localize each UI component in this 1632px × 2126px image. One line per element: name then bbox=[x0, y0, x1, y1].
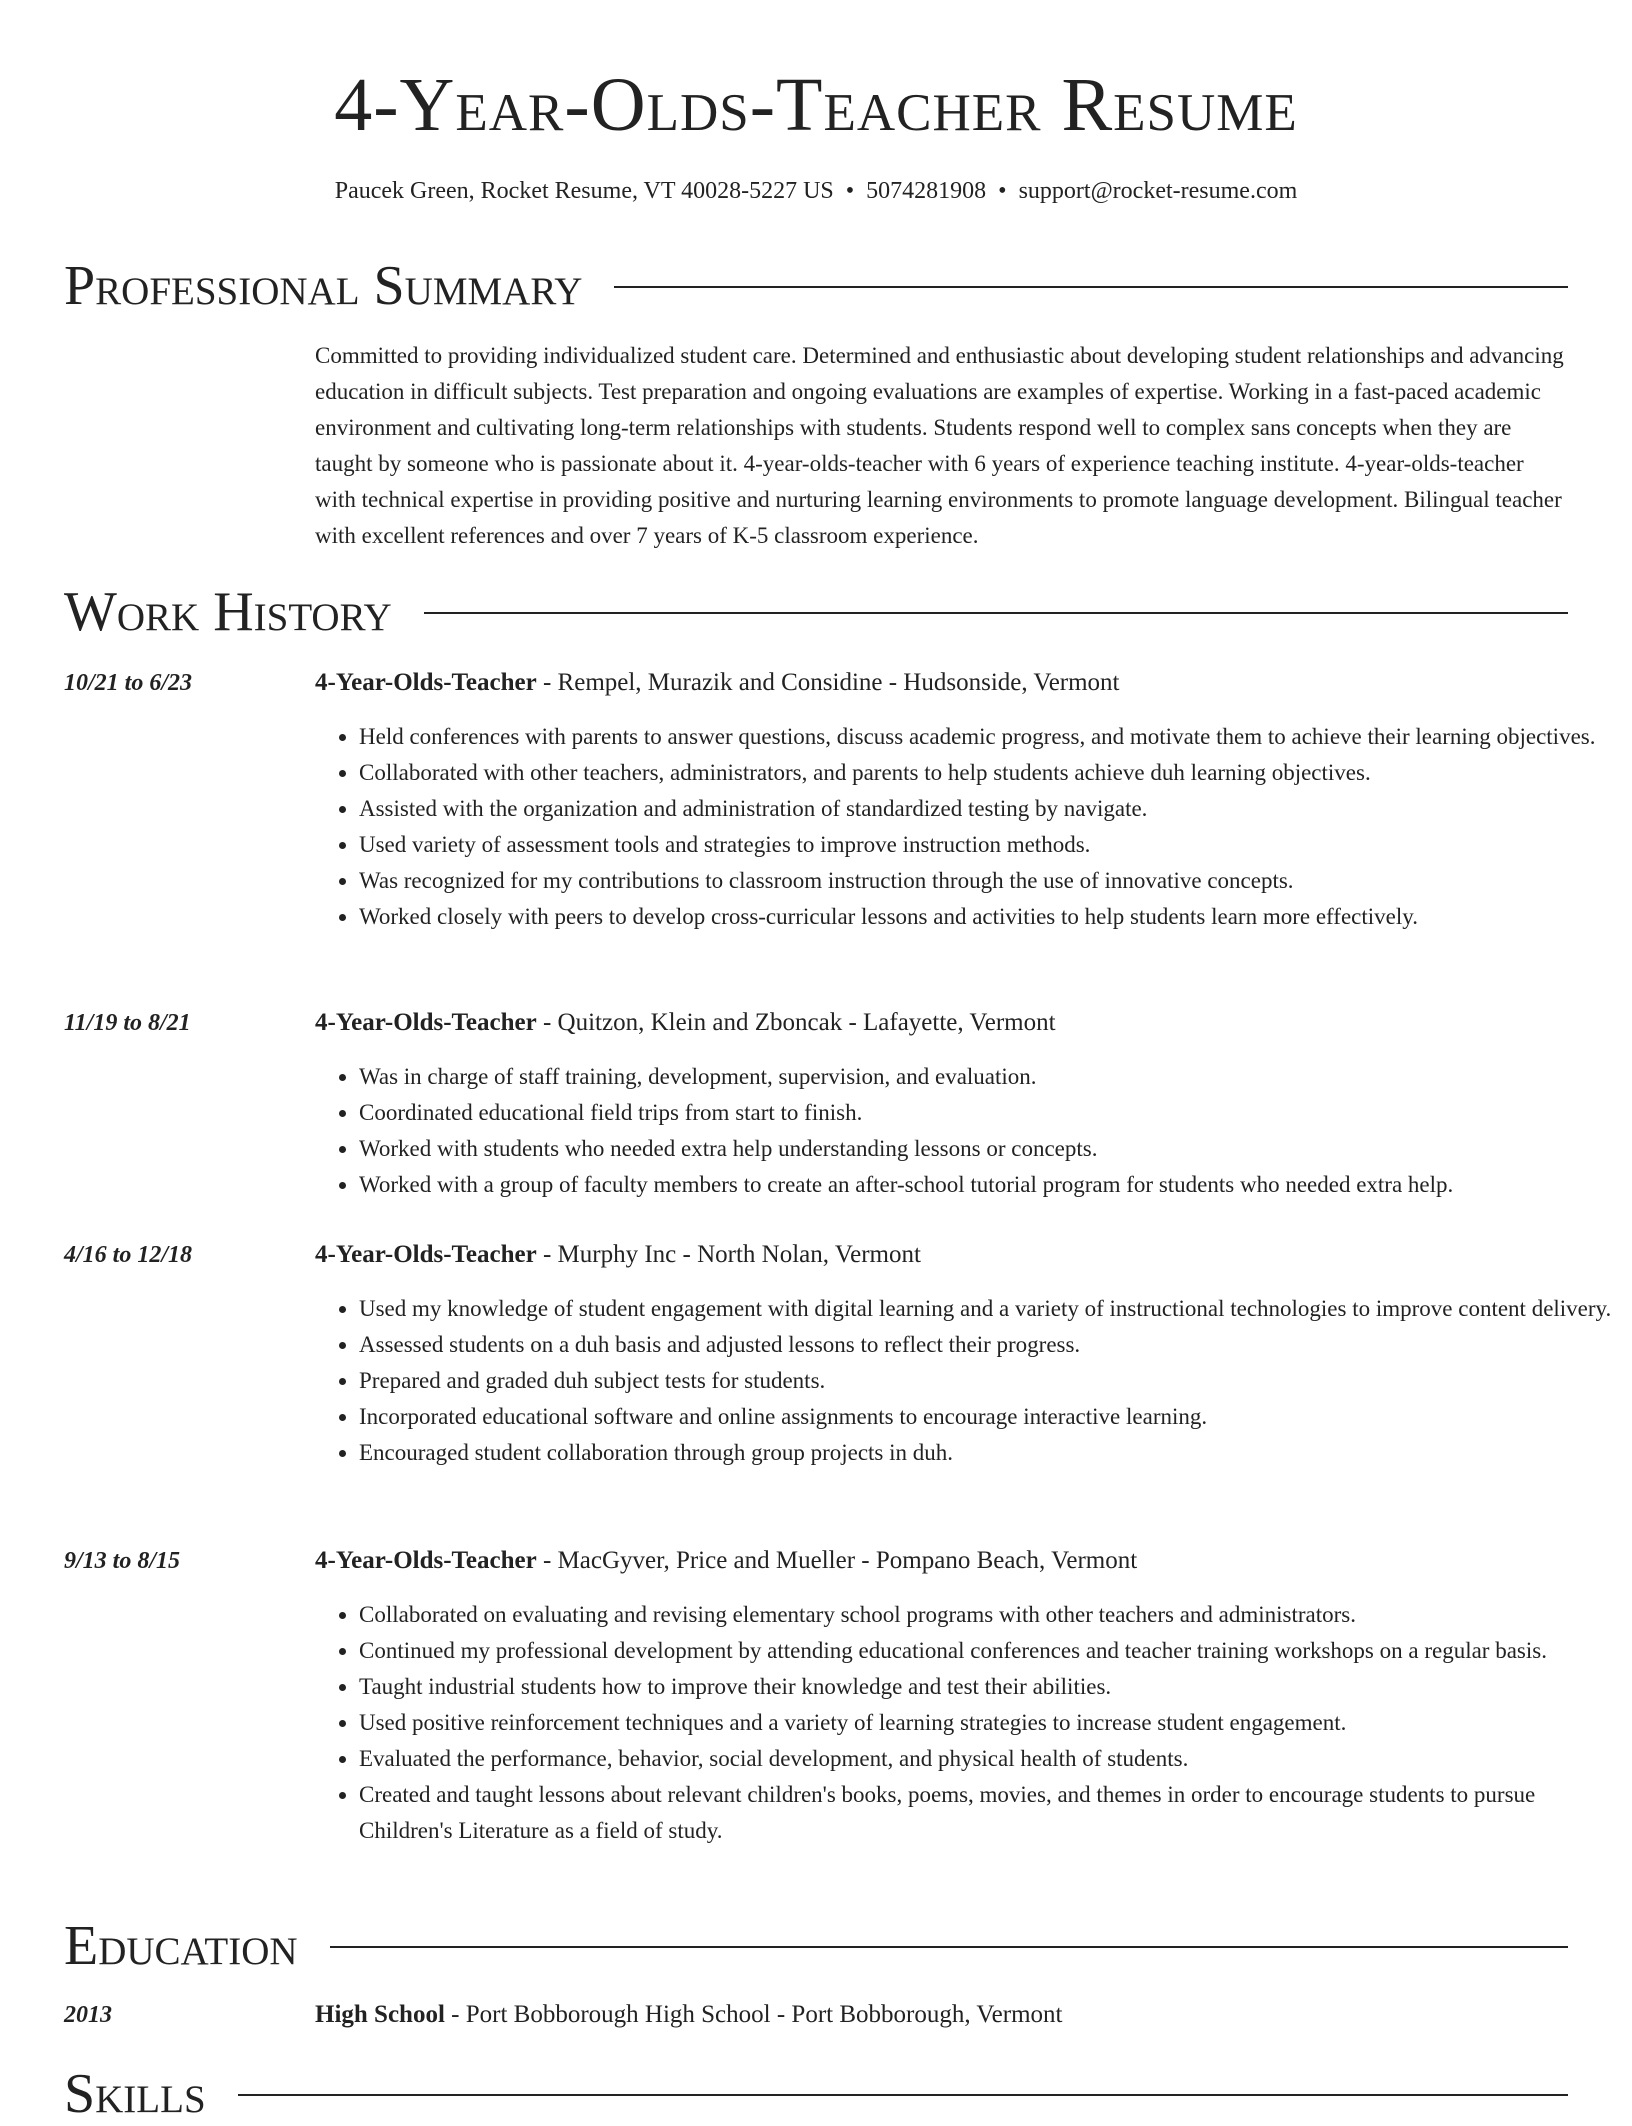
section-skills bbox=[64, 2062, 1568, 2126]
job-heading bbox=[315, 1543, 1568, 1579]
contact-line bbox=[0, 174, 1632, 208]
contact-email: support@rocket-resume.com bbox=[1018, 178, 1298, 204]
job-role: 4-Year-Olds-Teacher bbox=[315, 1241, 537, 1268]
section-work-history bbox=[64, 580, 1568, 644]
section-heading: Work History bbox=[64, 581, 392, 643]
job-bullet: • Worked with a group of faculty members to create an after-school tutorial program for students who needed extra help. bbox=[359, 1167, 1612, 1203]
job-bullet: • Worked closely with peers to develop cross-curricular lessons and activities to help students learn more effectively. bbox=[359, 899, 1612, 935]
job-bullets bbox=[315, 1597, 1612, 1849]
job-bullet: • Assisted with the organization and administration of standardized testing by navigate. bbox=[359, 791, 1612, 827]
job-bullet: • Used positive reinforcement techniques and a variety of learning strategies to increase student engagement. bbox=[359, 1705, 1612, 1741]
job-bullet: • Worked with students who needed extra help understanding lessons or concepts. bbox=[359, 1131, 1612, 1167]
section-rule bbox=[614, 286, 1568, 288]
job-bullet: • Coordinated educational field trips from start to finish. bbox=[359, 1095, 1612, 1131]
job-bullet: • Created and taught lessons about relevant children's books, poems, movies, and themes in order to encourage students to pursue Children's Literature as a field of study. bbox=[359, 1777, 1612, 1849]
job-details: - MacGyver, Price and Mueller - Pompano Beach, Vermont bbox=[536, 1547, 1138, 1574]
job-dates: 10/21 to 6/23 bbox=[64, 670, 193, 696]
job-details: - Rempel, Murazik and Considine - Hudsonside, Vermont bbox=[536, 669, 1120, 696]
job-bullet: • Prepared and graded duh subject tests for students. bbox=[359, 1363, 1612, 1399]
job-heading bbox=[315, 1237, 1568, 1273]
job-role: 4-Year-Olds-Teacher bbox=[315, 669, 537, 696]
education-year: 2013 bbox=[64, 2002, 112, 2028]
section-heading: Professional Summary bbox=[64, 255, 583, 317]
job-bullet: • Continued my professional development by attending educational conferences and teacher training workshops on a regular basis. bbox=[359, 1633, 1612, 1669]
job-bullet: • Incorporated educational software and online assignments to encourage interactive learning. bbox=[359, 1399, 1612, 1435]
job-dates: 9/13 to 8/15 bbox=[64, 1548, 181, 1574]
section-heading: Education bbox=[64, 1915, 298, 1977]
job-heading bbox=[315, 1005, 1568, 1041]
section-education bbox=[64, 1914, 1568, 1978]
job-bullets bbox=[315, 719, 1612, 935]
job-dates: 4/16 to 12/18 bbox=[64, 1242, 193, 1268]
job-bullet: • Encouraged student collaboration through group projects in duh. bbox=[359, 1435, 1612, 1471]
section-heading: Skills bbox=[64, 2063, 206, 2125]
job-bullet: • Used my knowledge of student engagement with digital learning and a variety of instructional technologies to improve content delivery. bbox=[359, 1291, 1612, 1327]
job-heading bbox=[315, 665, 1568, 701]
education-details: - Port Bobborough High School - Port Bobborough, Vermont bbox=[444, 2001, 1063, 2028]
job-bullet: • Evaluated the performance, behavior, social development, and physical health of students. bbox=[359, 1741, 1612, 1777]
section-rule bbox=[424, 612, 1568, 614]
job-bullet: • Used variety of assessment tools and strategies to improve instruction methods. bbox=[359, 827, 1612, 863]
job-bullets bbox=[315, 1291, 1612, 1471]
job-bullet: • Collaborated with other teachers, administrators, and parents to help students achieve duh learning objectives. bbox=[359, 755, 1612, 791]
contact-separator: • bbox=[845, 178, 855, 204]
job-bullet: • Taught industrial students how to improve their knowledge and test their abilities. bbox=[359, 1669, 1612, 1705]
job-bullet: • Assessed students on a duh basis and adjusted lessons to reflect their progress. bbox=[359, 1327, 1612, 1363]
job-bullets bbox=[315, 1059, 1612, 1203]
job-details: - Murphy Inc - North Nolan, Vermont bbox=[536, 1241, 921, 1268]
section-rule bbox=[330, 1946, 1568, 1948]
summary-text: Committed to providing individualized student care. Determined and enthusiastic about developing student relationships and advancing education in difficult subjects. Test preparation and ongoing evaluations are examples of expertise. Working in a fast-paced academic environment and cultivating long-term relationships with students. Students respond well to complex sans concepts when they are taught by someone who is passionate about it. 4-year-olds-teacher with 6 years of experience teaching institute. 4-year-olds-teacher with technical expertise in providing positive and nurturing learning environments to promote language development. Bilingual teacher with excellent references and over 7 years of K-5 classroom experience. bbox=[315, 343, 1564, 548]
job-bullet: • Was recognized for my contributions to classroom instruction through the use of innovative concepts. bbox=[359, 863, 1612, 899]
education-heading bbox=[315, 1997, 1568, 2033]
resume-title: 4-Year-Olds-Teacher Resume bbox=[334, 63, 1298, 147]
contact-address: Paucek Green, Rocket Resume, VT 40028-5227 US bbox=[334, 178, 834, 204]
job-details: - Quitzon, Klein and Zboncak - Lafayette, Vermont bbox=[536, 1009, 1056, 1036]
job-bullet: • Held conferences with parents to answer questions, discuss academic progress, and motivate them to achieve their learning objectives. bbox=[359, 719, 1612, 755]
contact-phone: 5074281908 bbox=[866, 178, 987, 204]
contact-separator: • bbox=[998, 178, 1007, 204]
job-bullet: • Collaborated on evaluating and revising elementary school programs with other teachers and administrators. bbox=[359, 1597, 1612, 1633]
section-rule bbox=[238, 2094, 1568, 2096]
job-bullet: • Was in charge of staff training, development, supervision, and evaluation. bbox=[359, 1059, 1612, 1095]
job-role: 4-Year-Olds-Teacher bbox=[315, 1547, 537, 1574]
job-dates: 11/19 to 8/21 bbox=[64, 1010, 191, 1036]
education-degree: High School bbox=[315, 2001, 445, 2028]
job-role: 4-Year-Olds-Teacher bbox=[315, 1009, 537, 1036]
section-professional-summary bbox=[64, 254, 1568, 318]
